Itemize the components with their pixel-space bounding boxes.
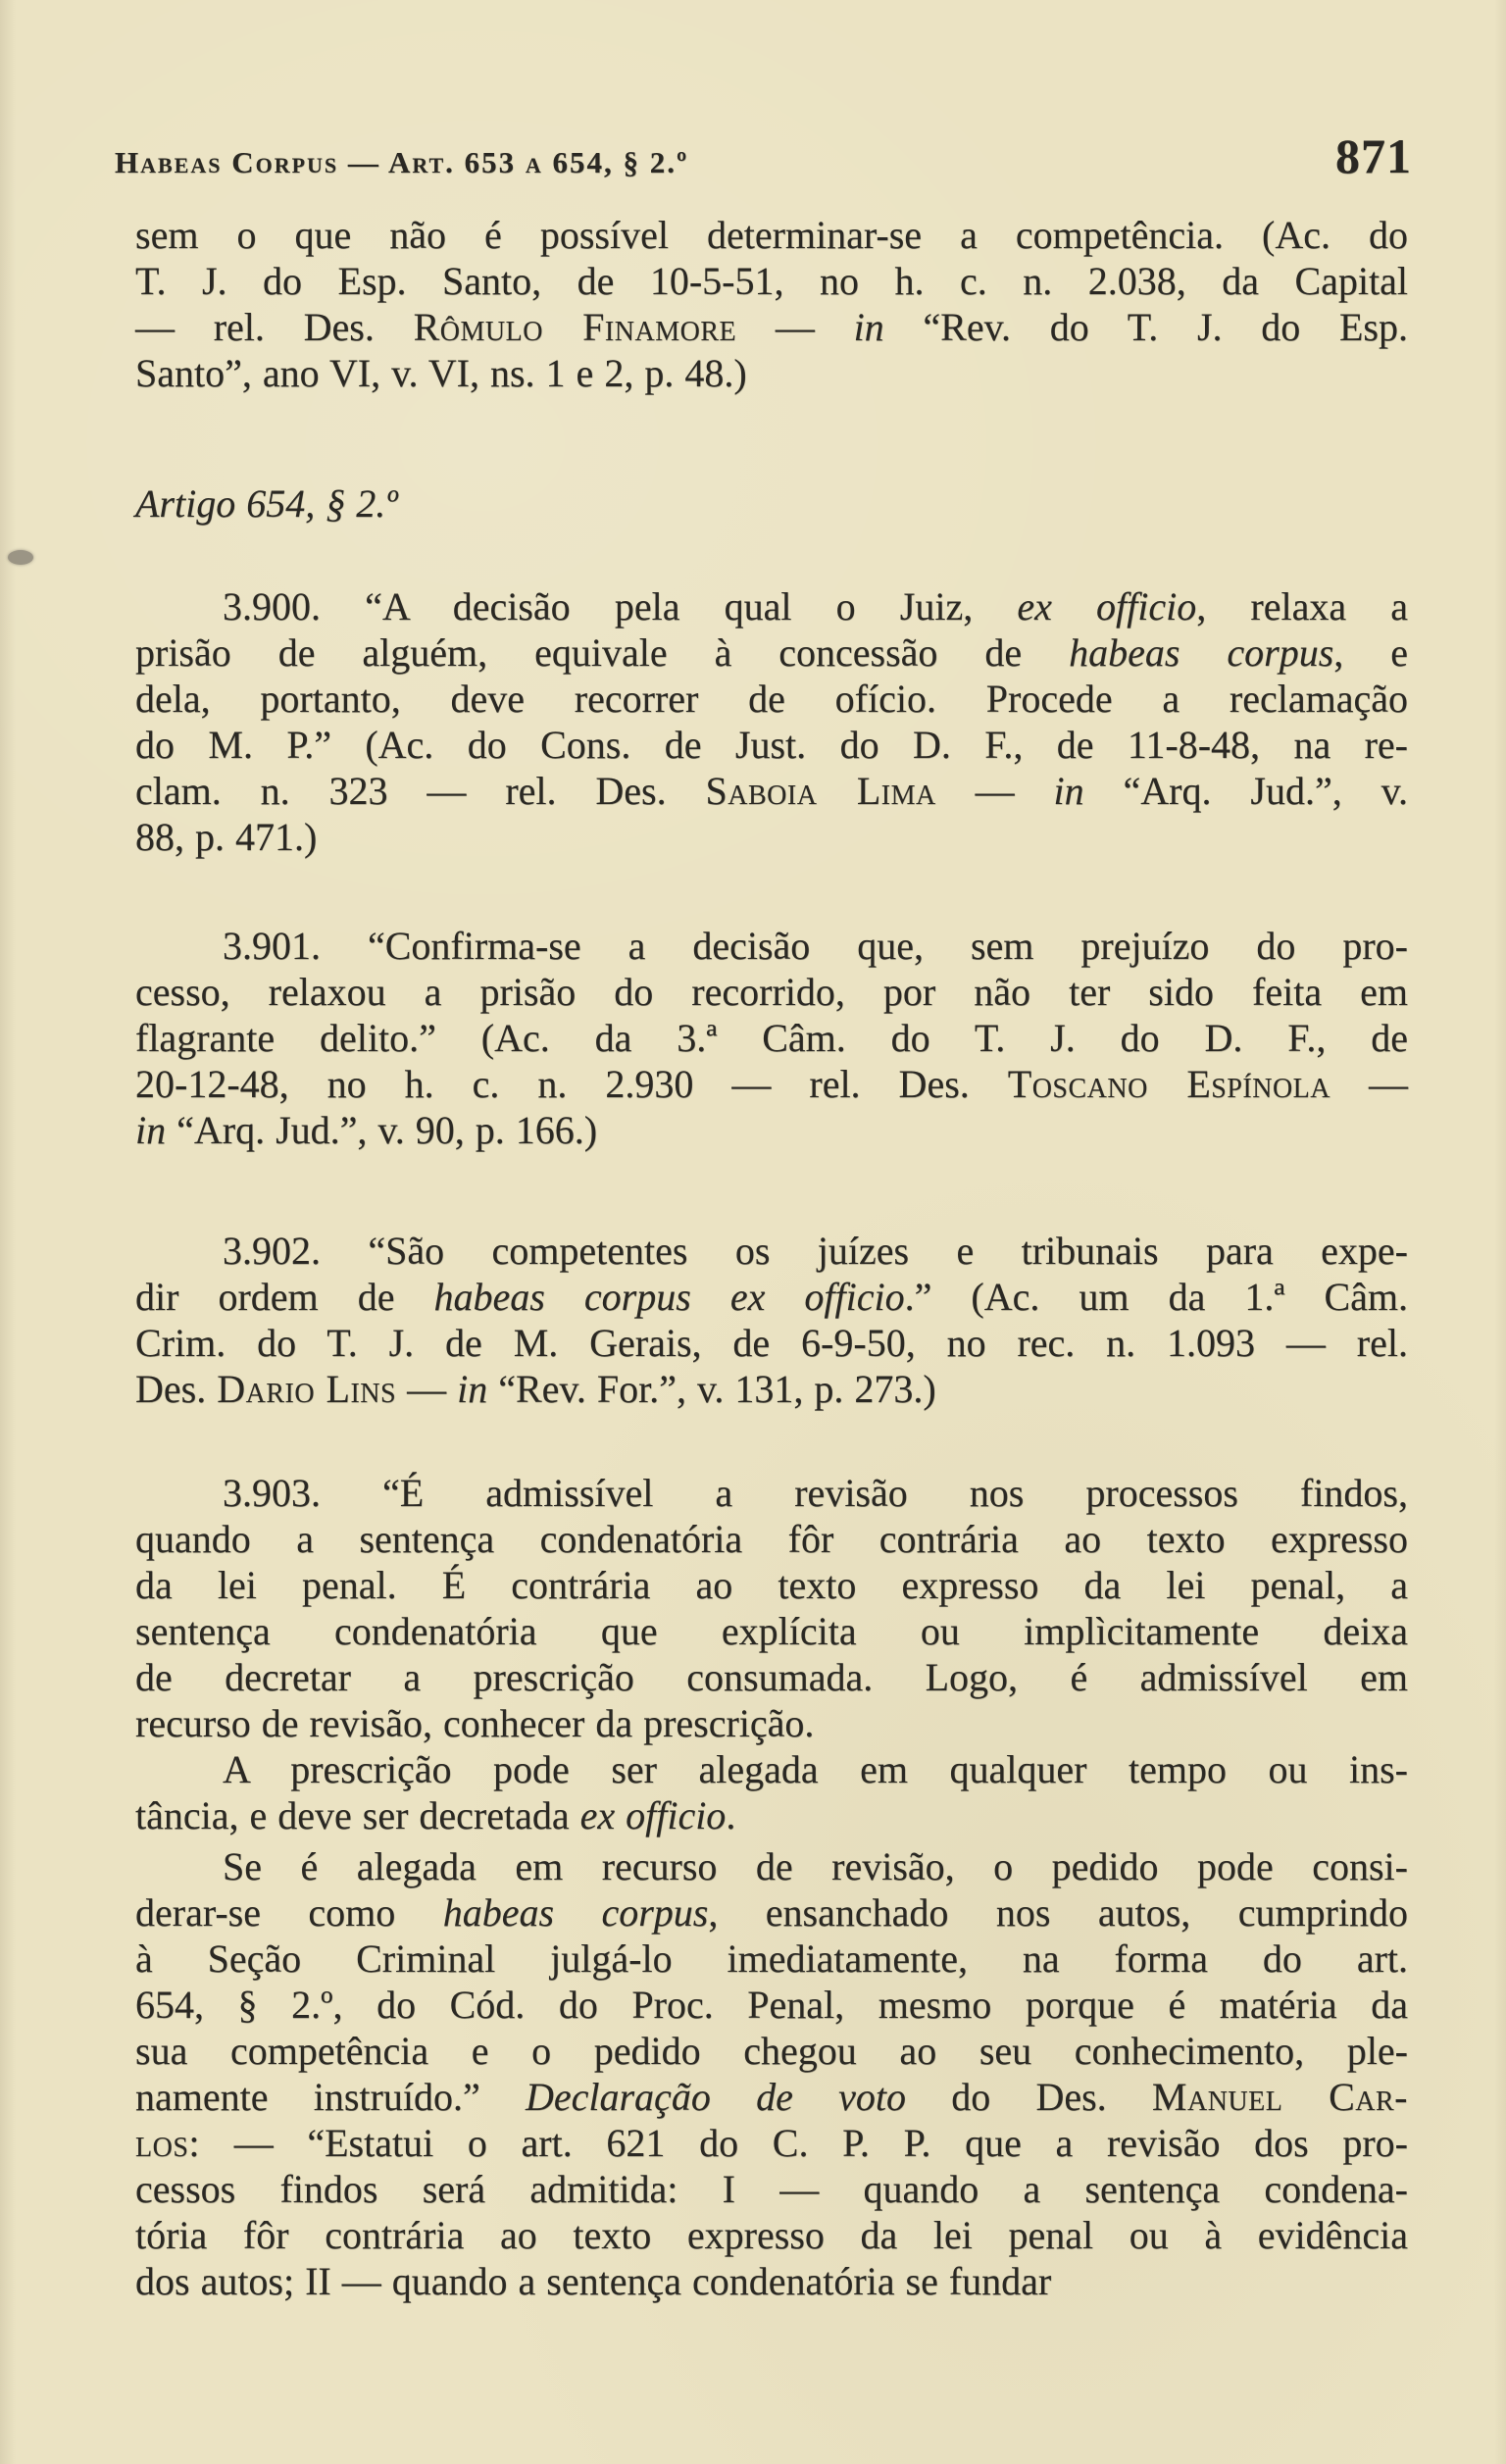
- text-line: [135, 1889, 1408, 1936]
- text-segment: , e: [1333, 630, 1408, 675]
- text-segment: quando a sentença condenatória fôr contrária ao texto expresso: [135, 1517, 1408, 1561]
- text-segment: Artigo 654, § 2.º: [135, 481, 398, 526]
- text-segment: habeas corpus ex officio: [433, 1275, 905, 1319]
- text-line: [135, 1516, 1408, 1562]
- text-line: [135, 1015, 1408, 1061]
- entry-3901: [135, 923, 1408, 1153]
- text-segment: de decretar a prescrição consumada. Logo, é admissível em: [135, 1655, 1408, 1699]
- text-segment: Declaração de voto: [525, 2075, 906, 2119]
- ink-smudge: [8, 550, 33, 565]
- text-line: [135, 1107, 1408, 1153]
- text-line: [135, 2120, 1408, 2166]
- text-segment: tória fôr contrária ao texto expresso da lei penal ou à evidência: [135, 2213, 1408, 2257]
- page-body: [135, 212, 1408, 2304]
- text-line: [135, 304, 1408, 350]
- text-segment: 3.903. “É admissível a revisão nos processos findos,: [223, 1471, 1408, 1515]
- text-segment: sem o que não é possível determinar-se a competência. (Ac. do: [135, 213, 1408, 257]
- text-segment: — rel. Des.: [135, 305, 414, 349]
- entry-3903: [135, 1470, 1408, 1746]
- text-segment: derar-se como: [135, 1890, 443, 1935]
- continuation-paragraph: [135, 212, 1408, 396]
- text-line: [135, 1746, 1408, 1792]
- text-segment: habeas corpus: [1069, 630, 1334, 675]
- text-line: [135, 1366, 1408, 1412]
- text-segment: 3.900. “A decisão pela qual o Juiz,: [223, 584, 1018, 629]
- article-heading: [135, 480, 1408, 527]
- text-segment: A prescrição pode ser alegada em qualquer tempo ou ins-: [223, 1747, 1408, 1791]
- text-segment: namente instruído.”: [135, 2075, 526, 2119]
- text-segment: dela, portanto, deve recorrer de ofício. Procede a reclamação: [135, 677, 1408, 721]
- text-segment: dir ordem de: [135, 1275, 434, 1319]
- text-line: [135, 1700, 1408, 1746]
- text-segment: .: [726, 1793, 736, 1837]
- text-segment: , ensanchado nos autos, cumprindo: [708, 1890, 1408, 1935]
- text-segment: .” (Ac. um da 1.ª Câm.: [904, 1275, 1409, 1319]
- text-line: [135, 923, 1408, 969]
- text-segment: 20-12-48, no h. c. n. 2.930 — rel. Des.: [135, 1062, 1008, 1106]
- text-segment: recurso de revisão, conhecer da prescrição.: [135, 1701, 815, 1745]
- text-line: [135, 2258, 1408, 2304]
- text-line: [135, 1936, 1408, 1982]
- text-segment: in: [135, 1108, 167, 1152]
- text-segment: Toscano Espínola: [1007, 1062, 1330, 1106]
- text-line: [135, 814, 1408, 860]
- text-line: [135, 2074, 1408, 2120]
- text-line: [135, 583, 1408, 629]
- text-segment: flagrante delito.” (Ac. da 3.ª Câm. do T. J. do D. F., de: [135, 1016, 1408, 1060]
- text-line: [135, 1274, 1408, 1320]
- entry-3900: [135, 583, 1408, 860]
- text-segment: do Des.: [905, 2075, 1152, 2119]
- text-line: [135, 1654, 1408, 1700]
- text-segment: “Rev. For.”, v. 131, p. 273.): [487, 1367, 936, 1411]
- text-segment: in: [1053, 769, 1084, 813]
- text-segment: —: [736, 305, 854, 349]
- text-segment: 654, § 2.º, do Cód. do Proc. Penal, mesmo porque é matéria da: [135, 1983, 1408, 2027]
- text-segment: sentença condenatória que explícita ou implìcitamente deixa: [135, 1609, 1408, 1653]
- text-line: [135, 1228, 1408, 1274]
- text-segment: Des.: [135, 1367, 218, 1411]
- text-segment: “Arq. Jud.”, v.: [1083, 769, 1408, 813]
- text-segment: Santo”, ano VI, v. VI, ns. 1 e 2, p. 48.): [135, 351, 747, 395]
- entry-3903-cont-2: [135, 1843, 1408, 2304]
- text-segment: da lei penal. É contrária ao texto expresso da lei penal, a: [135, 1563, 1408, 1607]
- text-segment: Dario Lins: [217, 1367, 397, 1411]
- text-segment: T. J. do Esp. Santo, de 10-5-51, no h. c. n. 2.038, da Capital: [135, 259, 1408, 303]
- text-line: [135, 2212, 1408, 2258]
- text-segment: Crim. do T. J. de M. Gerais, de 6-9-50, no rec. n. 1.093 — rel.: [135, 1321, 1408, 1365]
- text-segment: in: [853, 305, 884, 349]
- text-segment: , relaxa a: [1196, 584, 1409, 629]
- text-segment: Manuel Car-: [1151, 2075, 1408, 2119]
- text-line: [135, 2166, 1408, 2212]
- text-segment: cessos findos será admitida: I — quando a sentença condena-: [135, 2167, 1408, 2211]
- text-segment: à Seção Criminal julgá-lo imediatamente, na forma do art.: [135, 1936, 1408, 1981]
- text-segment: — “Estatui o art. 621 do C. P. P. que a revisão dos pro-: [200, 2121, 1408, 2165]
- text-line: [135, 1562, 1408, 1608]
- text-segment: clam. n. 323 — rel. Des.: [135, 769, 706, 813]
- text-segment: cesso, relaxou a prisão do recorrido, por não ter sido feita em: [135, 970, 1408, 1014]
- page-number: 871: [1335, 128, 1412, 183]
- text-line: [135, 1320, 1408, 1366]
- text-line: [135, 676, 1408, 722]
- entry-3902: [135, 1228, 1408, 1412]
- text-segment: sua competência e o pedido chegou ao seu conhecimento, ple-: [135, 2029, 1408, 2073]
- text-line: [135, 629, 1408, 676]
- text-segment: —: [1330, 1062, 1408, 1106]
- text-line: [135, 1061, 1408, 1107]
- text-segment: 3.902. “São competentes os juízes e tribunais para expe-: [223, 1229, 1408, 1273]
- text-segment: “Rev. do T. J. do Esp.: [883, 305, 1408, 349]
- text-line: [135, 480, 1408, 527]
- text-segment: do M. P.” (Ac. do Cons. de Just. do D. F., de 11-8-48, na re-: [135, 723, 1408, 767]
- text-line: [135, 350, 1408, 396]
- header-title: Habeas Corpus — Art. 653 a 654, § 2.º: [115, 145, 689, 179]
- text-line: [135, 1608, 1408, 1654]
- text-segment: habeas corpus: [442, 1890, 709, 1935]
- text-segment: dos autos; II — quando a sentença condenatória se fundar: [135, 2259, 1052, 2303]
- text-line: [135, 722, 1408, 768]
- text-line: [135, 212, 1408, 258]
- text-segment: in: [457, 1367, 488, 1411]
- text-segment: Rômulo Finamore: [413, 305, 737, 349]
- text-segment: —: [396, 1367, 458, 1411]
- text-segment: Se é alegada em recurso de revisão, o pedido pode consi-: [223, 1844, 1408, 1888]
- text-segment: —: [935, 769, 1054, 813]
- running-header: [115, 127, 1412, 184]
- text-segment: “Arq. Jud.”, v. 90, p. 166.): [166, 1108, 598, 1152]
- text-line: [135, 1843, 1408, 1889]
- text-segment: Saboia Lima: [705, 769, 936, 813]
- text-segment: ex officio: [579, 1793, 727, 1837]
- text-segment: 88, p. 471.): [135, 815, 318, 859]
- text-segment: los:: [135, 2121, 201, 2165]
- text-line: [135, 969, 1408, 1015]
- text-line: [135, 1470, 1408, 1516]
- text-line: [135, 768, 1408, 814]
- text-line: [135, 258, 1408, 304]
- text-line: [135, 2028, 1408, 2074]
- text-segment: 3.901. “Confirma-se a decisão que, sem prejuízo do pro-: [223, 924, 1408, 968]
- entry-3903-cont-1: [135, 1746, 1408, 1838]
- text-line: [135, 1792, 1408, 1838]
- text-segment: ex officio: [1017, 584, 1197, 629]
- text-segment: prisão de alguém, equivale à concessão de: [135, 630, 1070, 675]
- text-segment: tância, e deve ser decretada: [135, 1793, 580, 1837]
- text-line: [135, 1982, 1408, 2028]
